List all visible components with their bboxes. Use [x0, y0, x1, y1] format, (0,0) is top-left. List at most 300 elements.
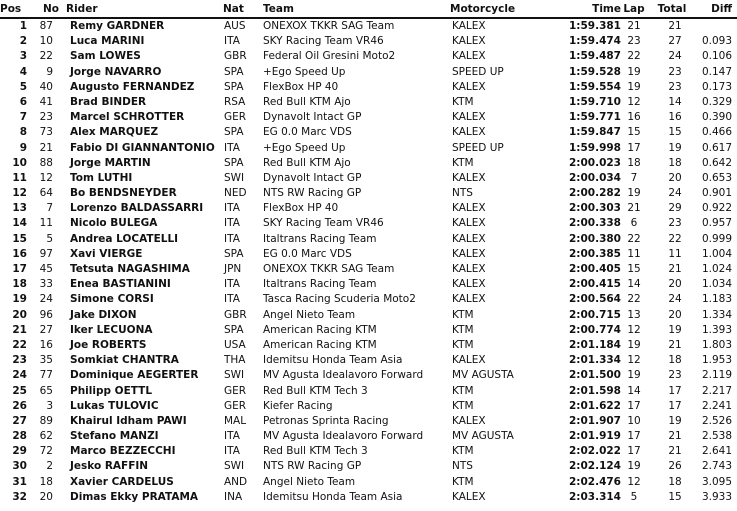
cell-diff: 2.526	[701, 414, 732, 427]
cell-team: NTS RW Racing GP	[263, 187, 362, 200]
cell-no: 88	[39, 156, 53, 169]
cell-pos: 4	[19, 65, 27, 78]
cell-time: 1:59.998	[568, 141, 621, 154]
cell-motorcycle: KALEX	[452, 263, 486, 275]
cell-team: EG 0.0 Marc VDS	[263, 126, 352, 139]
cell-rider: Marco BEZZECCHI	[70, 445, 176, 458]
cell-nat: ITA	[224, 445, 240, 458]
header-team: Team	[263, 3, 294, 15]
cell-pos: 15	[12, 232, 27, 245]
cell-total: 17	[668, 384, 682, 397]
table-row	[0, 201, 737, 216]
table-row	[0, 292, 737, 307]
cell-total: 19	[668, 414, 682, 427]
cell-lap: 15	[627, 126, 641, 139]
cell-time: 1:59.771	[568, 111, 621, 124]
cell-time: 2:00.380	[568, 232, 621, 245]
cell-lap: 21	[627, 202, 641, 215]
cell-motorcycle: KALEX	[452, 278, 486, 291]
cell-team: MV Agusta Idealavoro Forward	[263, 369, 424, 382]
table-row	[0, 125, 737, 140]
cell-motorcycle: KTM	[452, 323, 474, 336]
cell-total: 18	[668, 156, 682, 169]
cell-team: American Racing KTM	[263, 323, 377, 336]
cell-diff: 0.617	[701, 141, 732, 154]
cell-team: FlexBox HP 40	[263, 202, 339, 215]
cell-team: SKY Racing Team VR46	[263, 217, 384, 230]
cell-team: Idemitsu Honda Team Asia	[263, 354, 403, 367]
cell-total: 14	[668, 95, 682, 108]
cell-diff: 1.803	[701, 338, 732, 351]
cell-rider: Xavi VIERGE	[70, 247, 143, 260]
cell-no: 2	[46, 460, 53, 473]
cell-lap: 6	[630, 217, 638, 230]
cell-time: 2:01.184	[568, 338, 621, 351]
table-row	[0, 414, 737, 429]
cell-team: Red Bull KTM Tech 3	[263, 445, 368, 458]
cell-no: 20	[39, 490, 53, 503]
cell-diff: 0.147	[701, 65, 732, 78]
cell-pos: 1	[19, 20, 27, 32]
cell-pos: 26	[12, 399, 27, 412]
cell-diff: 0.999	[701, 232, 732, 245]
cell-no: 16	[39, 338, 53, 351]
cell-no: 64	[39, 187, 53, 200]
table-row	[0, 110, 737, 125]
cell-rider: Tom LUTHI	[70, 171, 133, 184]
cell-team: NTS RW Racing GP	[263, 460, 362, 473]
cell-pos: 8	[19, 126, 27, 139]
cell-nat: SPA	[224, 156, 244, 169]
cell-diff: 2.241	[701, 399, 732, 412]
cell-pos: 29	[12, 445, 27, 458]
cell-total: 18	[668, 475, 682, 488]
cell-nat: ITA	[224, 430, 240, 443]
cell-diff: 1.034	[701, 278, 732, 291]
cell-lap: 19	[627, 187, 641, 200]
cell-motorcycle: KALEX	[452, 247, 486, 260]
cell-motorcycle: KALEX	[452, 171, 486, 184]
cell-rider: Augusto FERNANDEZ	[70, 80, 195, 93]
table-row	[0, 277, 737, 292]
cell-rider: Joe ROBERTS	[70, 338, 147, 351]
cell-lap: 12	[627, 323, 641, 336]
cell-time: 2:00.282	[568, 187, 621, 200]
cell-total: 20	[668, 308, 682, 321]
cell-rider: Lorenzo BALDASSARRI	[70, 202, 204, 215]
header-pos: Pos	[0, 3, 22, 15]
cell-nat: ITA	[224, 141, 240, 154]
cell-time: 2:01.907	[568, 414, 621, 427]
cell-rider: Andrea LOCATELLI	[70, 232, 179, 245]
cell-time: 2:02.124	[568, 460, 621, 473]
cell-total: 21	[668, 445, 682, 458]
cell-time: 2:00.715	[568, 308, 621, 321]
cell-team: Red Bull KTM Ajo	[263, 156, 351, 169]
cell-diff: 0.329	[701, 95, 732, 108]
cell-pos: 10	[12, 156, 27, 169]
cell-rider: Luca MARINI	[70, 35, 145, 48]
cell-no: 87	[39, 20, 53, 32]
cell-total: 20	[668, 171, 682, 184]
cell-no: 5	[46, 232, 53, 245]
cell-pos: 17	[12, 263, 27, 275]
table-row	[0, 80, 737, 95]
cell-lap: 23	[627, 35, 641, 48]
cell-rider: Stefano MANZI	[70, 430, 159, 443]
cell-diff: 1.953	[701, 354, 732, 367]
table-row	[0, 399, 737, 414]
cell-team: Italtrans Racing Team	[263, 278, 377, 291]
cell-no: 21	[39, 141, 53, 154]
cell-time: 2:03.314	[568, 490, 621, 503]
cell-diff: 0.390	[701, 111, 732, 124]
cell-rider: Alex MARQUEZ	[70, 126, 159, 139]
cell-pos: 3	[19, 50, 27, 63]
cell-rider: Sam LOWES	[70, 50, 141, 63]
table-row	[0, 247, 737, 262]
cell-pos: 27	[12, 414, 27, 427]
cell-team: +Ego Speed Up	[263, 141, 346, 154]
cell-team: Red Bull KTM Tech 3	[263, 384, 368, 397]
cell-pos: 31	[12, 475, 27, 488]
cell-team: Petronas Sprinta Racing	[263, 414, 389, 427]
cell-rider: Philipp OETTL	[70, 384, 153, 397]
cell-team: +Ego Speed Up	[263, 65, 346, 78]
cell-total: 16	[668, 111, 682, 124]
cell-lap: 10	[627, 414, 641, 427]
cell-diff: 2.641	[701, 445, 732, 458]
cell-motorcycle: KALEX	[452, 202, 486, 215]
cell-lap: 17	[627, 445, 641, 458]
cell-no: 72	[39, 445, 53, 458]
cell-pos: 20	[12, 308, 27, 321]
cell-time: 2:00.564	[568, 293, 621, 306]
cell-nat: GER	[224, 384, 247, 397]
cell-motorcycle: KTM	[452, 445, 474, 458]
cell-lap: 12	[627, 354, 641, 367]
cell-total: 15	[668, 490, 682, 503]
cell-total: 15	[668, 126, 682, 139]
cell-diff: 3.933	[701, 490, 732, 503]
cell-no: 23	[39, 111, 53, 124]
table-row	[0, 353, 737, 368]
cell-rider: Simone CORSI	[70, 293, 154, 306]
cell-nat: SWI	[224, 171, 245, 184]
table-row	[0, 186, 737, 201]
cell-team: Angel Nieto Team	[263, 308, 356, 321]
cell-motorcycle: KALEX	[452, 217, 486, 230]
cell-pos: 13	[12, 202, 27, 215]
cell-no: 24	[39, 293, 53, 306]
cell-motorcycle: SPEED UP	[452, 141, 504, 154]
cell-diff: 2.743	[701, 460, 732, 473]
cell-nat: SWI	[224, 460, 245, 473]
table-row	[0, 34, 737, 49]
cell-total: 21	[668, 430, 682, 443]
cell-total: 26	[668, 460, 682, 473]
cell-lap: 11	[627, 247, 641, 260]
cell-team: ONEXOX TKKR SAG Team	[263, 20, 395, 32]
cell-motorcycle: KALEX	[452, 490, 486, 503]
cell-motorcycle: KALEX	[452, 20, 486, 32]
cell-time: 2:01.598	[568, 384, 621, 397]
cell-rider: Iker LECUONA	[70, 323, 153, 336]
cell-nat: NED	[224, 187, 247, 200]
cell-lap: 16	[627, 111, 641, 124]
cell-motorcycle: KTM	[452, 156, 474, 169]
cell-total: 19	[668, 141, 682, 154]
cell-no: 96	[39, 308, 53, 321]
cell-pos: 22	[12, 338, 27, 351]
cell-nat: SPA	[224, 65, 244, 78]
cell-motorcycle: KALEX	[452, 354, 486, 367]
cell-total: 23	[668, 217, 682, 230]
cell-lap: 19	[627, 338, 641, 351]
cell-pos: 19	[12, 293, 27, 306]
cell-lap: 13	[627, 308, 641, 321]
table-row	[0, 338, 737, 353]
cell-nat: ITA	[224, 293, 240, 306]
cell-lap: 22	[627, 232, 641, 245]
cell-pos: 24	[12, 369, 27, 382]
cell-no: 97	[39, 247, 53, 260]
cell-diff: 1.024	[701, 263, 732, 275]
table-row	[0, 308, 737, 323]
cell-motorcycle: KALEX	[452, 126, 486, 139]
cell-motorcycle: KTM	[452, 338, 474, 351]
cell-pos: 32	[12, 490, 27, 503]
cell-lap: 22	[627, 50, 641, 63]
cell-nat: ITA	[224, 202, 240, 215]
cell-no: 73	[39, 126, 53, 139]
cell-pos: 21	[12, 323, 27, 336]
table-row	[0, 368, 737, 383]
cell-nat: SPA	[224, 323, 244, 336]
table-row	[0, 216, 737, 231]
cell-time: 1:59.381	[568, 20, 621, 32]
header-total: Total	[657, 3, 687, 15]
cell-total: 17	[668, 399, 682, 412]
cell-motorcycle: MV AGUSTA	[452, 430, 514, 443]
cell-total: 23	[668, 369, 682, 382]
cell-rider: Khairul Idham PAWI	[70, 414, 187, 427]
header-motorcycle: Motorcycle	[450, 3, 516, 15]
cell-team: ONEXOX TKKR SAG Team	[263, 263, 395, 275]
header-lap: Lap	[623, 3, 645, 15]
cell-lap: 21	[627, 20, 641, 32]
cell-pos: 30	[12, 460, 27, 473]
cell-total: 11	[668, 247, 682, 260]
cell-time: 2:02.022	[568, 445, 621, 458]
cell-no: 7	[46, 202, 53, 215]
cell-pos: 16	[12, 247, 27, 260]
cell-diff: 0.653	[701, 171, 732, 184]
cell-diff: 3.095	[701, 475, 732, 488]
table-row	[0, 384, 737, 399]
cell-nat: GBR	[224, 308, 247, 321]
cell-no: 12	[39, 171, 53, 184]
cell-team: Red Bull KTM Ajo	[263, 95, 351, 108]
cell-team: Dynavolt Intact GP	[263, 171, 362, 184]
table-row	[0, 141, 737, 156]
cell-team: Kiefer Racing	[263, 399, 333, 412]
table-row	[0, 262, 737, 277]
cell-time: 2:01.622	[568, 399, 621, 412]
table-row	[0, 490, 737, 505]
cell-time: 1:59.847	[568, 126, 621, 139]
cell-total: 24	[668, 50, 682, 63]
cell-pos: 18	[12, 278, 27, 291]
cell-time: 2:00.034	[568, 171, 621, 184]
cell-total: 23	[668, 65, 682, 78]
cell-motorcycle: KALEX	[452, 35, 486, 48]
cell-motorcycle: KALEX	[452, 80, 486, 93]
cell-diff: 0.922	[701, 202, 732, 215]
cell-motorcycle: KALEX	[452, 232, 486, 245]
table-row	[0, 232, 737, 247]
cell-no: 27	[39, 323, 53, 336]
cell-pos: 12	[12, 187, 27, 200]
cell-motorcycle: KALEX	[452, 414, 486, 427]
cell-lap: 19	[627, 369, 641, 382]
cell-motorcycle: KTM	[452, 384, 474, 397]
cell-rider: Jake DIXON	[70, 308, 137, 321]
cell-diff: 0.957	[701, 217, 732, 230]
cell-motorcycle: KTM	[452, 95, 474, 108]
cell-nat: SPA	[224, 126, 244, 139]
cell-no: 40	[39, 80, 53, 93]
cell-team: Tasca Racing Scuderia Moto2	[263, 293, 416, 306]
cell-nat: JPN	[224, 263, 242, 275]
cell-team: Idemitsu Honda Team Asia	[263, 490, 403, 503]
header-diff: Diff	[711, 3, 732, 15]
cell-lap: 19	[627, 80, 641, 93]
cell-no: 22	[39, 50, 53, 63]
cell-rider: Jorge MARTIN	[70, 156, 151, 169]
cell-team: SKY Racing Team VR46	[263, 35, 384, 48]
cell-rider: Marcel SCHROTTER	[70, 111, 185, 124]
cell-pos: 14	[12, 217, 27, 230]
cell-nat: GER	[224, 399, 247, 412]
cell-lap: 19	[627, 65, 641, 78]
cell-time: 2:00.303	[568, 202, 621, 215]
table-row	[0, 429, 737, 444]
cell-no: 89	[39, 414, 53, 427]
cell-rider: Fabio DI GIANNANTONIO	[70, 141, 215, 154]
cell-nat: ITA	[224, 217, 240, 230]
cell-motorcycle: MV AGUSTA	[452, 369, 514, 382]
cell-lap: 15	[627, 263, 641, 275]
cell-time: 2:01.334	[568, 354, 621, 367]
cell-diff: 2.119	[701, 369, 732, 382]
cell-team: Angel Nieto Team	[263, 475, 356, 488]
cell-nat: SWI	[224, 369, 245, 382]
cell-nat: ITA	[224, 35, 240, 48]
cell-no: 11	[39, 217, 53, 230]
cell-rider: Bo BENDSNEYDER	[70, 187, 177, 200]
cell-pos: 6	[19, 95, 27, 108]
cell-time: 2:00.405	[568, 263, 621, 275]
cell-pos: 5	[19, 80, 27, 93]
cell-diff: 2.217	[701, 384, 732, 397]
cell-no: 35	[39, 354, 53, 367]
cell-time: 2:00.415	[568, 278, 621, 291]
cell-diff: 0.173	[701, 80, 732, 93]
cell-time: 2:00.385	[568, 247, 621, 260]
cell-nat: GBR	[224, 50, 247, 63]
cell-rider: Remy GARDNER	[70, 20, 165, 32]
cell-motorcycle: KTM	[452, 308, 474, 321]
cell-rider: Somkiat CHANTRA	[70, 354, 179, 367]
cell-pos: 9	[19, 141, 27, 154]
cell-rider: Dominique AEGERTER	[70, 369, 199, 382]
cell-diff: 0.642	[701, 156, 732, 169]
cell-nat: THA	[224, 354, 246, 367]
cell-no: 65	[39, 384, 53, 397]
cell-lap: 17	[627, 430, 641, 443]
header-nat: Nat	[223, 3, 244, 15]
cell-nat: AUS	[224, 20, 246, 32]
cell-no: 9	[46, 65, 53, 78]
cell-total: 18	[668, 354, 682, 367]
cell-lap: 12	[627, 475, 641, 488]
cell-total: 27	[668, 35, 682, 48]
header-rider: Rider	[66, 3, 98, 15]
cell-lap: 14	[627, 384, 641, 397]
cell-nat: ITA	[224, 278, 240, 291]
cell-no: 77	[39, 369, 53, 382]
cell-time: 2:00.338	[568, 217, 621, 230]
cell-motorcycle: NTS	[452, 187, 473, 200]
cell-rider: Enea BASTIANINI	[70, 278, 171, 291]
cell-rider: Nicolo BULEGA	[70, 217, 158, 230]
cell-motorcycle: KTM	[452, 399, 474, 412]
table-header	[0, 2, 737, 17]
cell-time: 2:02.476	[568, 475, 621, 488]
cell-team: Federal Oil Gresini Moto2	[263, 50, 396, 63]
cell-nat: INA	[224, 490, 243, 503]
cell-nat: USA	[224, 338, 246, 351]
cell-total: 21	[668, 338, 682, 351]
cell-diff: 2.538	[701, 430, 732, 443]
cell-lap: 14	[627, 278, 641, 291]
cell-total: 29	[668, 202, 682, 215]
cell-time: 1:59.474	[568, 35, 621, 48]
cell-time: 2:01.919	[568, 430, 621, 443]
cell-team: American Racing KTM	[263, 338, 377, 351]
cell-diff: 1.004	[701, 247, 732, 260]
cell-nat: AND	[224, 475, 248, 488]
cell-diff: 0.093	[701, 35, 732, 48]
cell-lap: 18	[627, 156, 641, 169]
cell-time: 2:00.023	[568, 156, 621, 169]
table-row	[0, 171, 737, 186]
cell-pos: 25	[12, 384, 27, 397]
cell-lap: 7	[630, 171, 638, 184]
cell-diff: 0.901	[701, 187, 732, 200]
cell-nat: GER	[224, 111, 247, 124]
cell-total: 21	[668, 20, 682, 32]
cell-nat: MAL	[224, 414, 247, 427]
cell-no: 41	[39, 95, 53, 108]
cell-team: FlexBox HP 40	[263, 80, 339, 93]
cell-lap: 17	[627, 141, 641, 154]
cell-nat: ITA	[224, 232, 240, 245]
header-no: No	[43, 3, 60, 15]
cell-no: 62	[39, 430, 53, 443]
cell-total: 24	[668, 187, 682, 200]
